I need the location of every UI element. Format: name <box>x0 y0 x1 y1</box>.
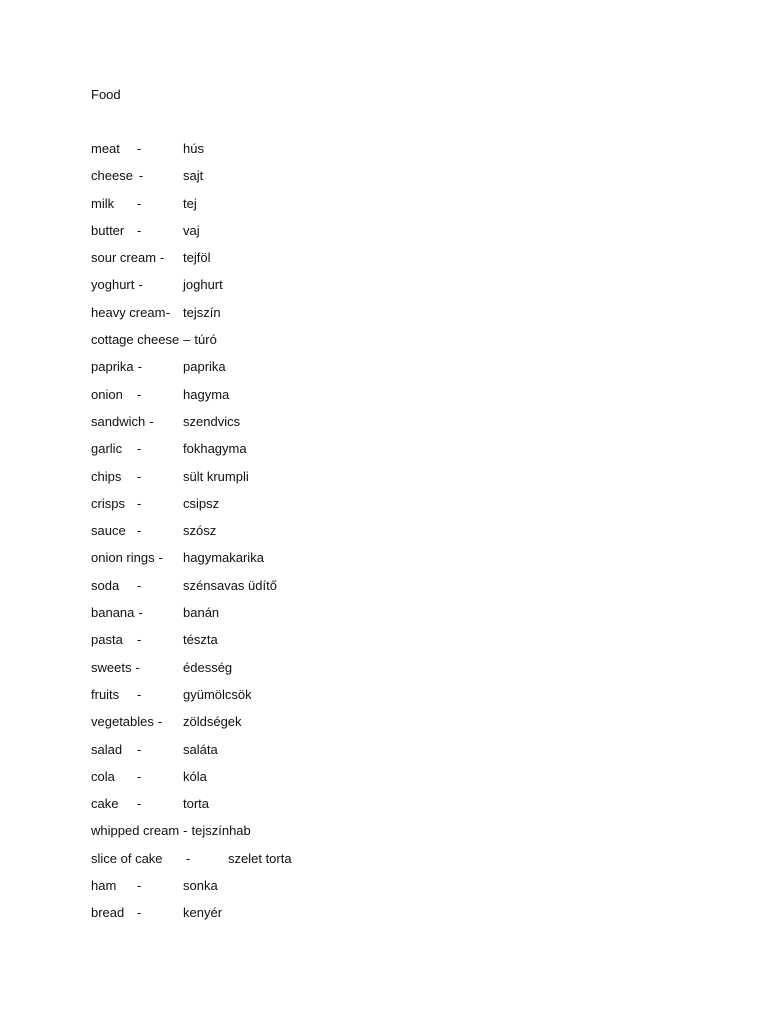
vocab-row <box>91 822 691 849</box>
english-word: onion rings <box>91 550 155 566</box>
hungarian-word: tejszínhab <box>191 823 251 839</box>
vocab-row <box>91 167 691 194</box>
vocab-row <box>91 877 691 904</box>
separator-dash: - <box>137 796 142 812</box>
vocab-row <box>91 468 691 495</box>
hungarian-word: tej <box>183 195 197 211</box>
vocab-row <box>91 795 691 822</box>
hungarian-word: paprika <box>183 359 226 375</box>
hungarian-word: banán <box>183 605 220 621</box>
hungarian-word: szelet torta <box>228 850 292 866</box>
english-word: salad <box>91 741 123 757</box>
vocab-row <box>91 686 691 713</box>
separator-dash: - <box>149 413 154 429</box>
separator-dash: - <box>157 714 163 730</box>
separator-dash: - <box>138 277 143 293</box>
vocab-row <box>91 331 691 358</box>
hungarian-word: hús <box>183 141 204 156</box>
hungarian-word: sajt <box>183 168 204 184</box>
separator-dash: - <box>137 386 142 402</box>
vocab-row <box>91 904 691 931</box>
english-word: crisps <box>91 495 125 511</box>
english-word: bread <box>91 905 125 921</box>
hungarian-word: hagyma <box>183 386 230 402</box>
english-word: paprika <box>91 359 134 375</box>
english-word: whipped cream <box>91 823 180 839</box>
hungarian-word: vaj <box>183 222 200 238</box>
english-word: sour cream <box>91 250 157 266</box>
english-word: garlic <box>91 441 123 457</box>
separator-dash: - <box>137 195 142 211</box>
separator-dash: - <box>137 741 142 757</box>
english-word: cheese <box>91 168 133 184</box>
english-word: banana <box>91 605 135 621</box>
separator-dash: – <box>183 332 191 348</box>
hungarian-word: saláta <box>183 741 218 757</box>
separator-dash: - <box>137 495 142 511</box>
document-title: Food <box>91 87 121 102</box>
hungarian-word: gyümölcsök <box>183 686 252 702</box>
separator-dash: - <box>137 468 142 484</box>
vocab-row <box>91 741 691 768</box>
separator-dash: - <box>183 823 188 839</box>
hungarian-word: szendvics <box>183 413 241 429</box>
hungarian-word: hagymakarika <box>183 550 264 566</box>
english-word: cottage cheese <box>91 332 180 348</box>
separator-dash: - <box>137 222 142 238</box>
hungarian-word: tészta <box>183 632 218 648</box>
hungarian-word: kenyér <box>183 905 223 921</box>
vocab-row <box>91 631 691 658</box>
english-word: heavy cream <box>91 304 166 320</box>
separator-dash: - <box>137 523 142 539</box>
separator-dash: - <box>137 768 142 784</box>
vocabulary-list <box>91 140 691 932</box>
hungarian-word: tejszín <box>183 304 221 320</box>
hungarian-word: sonka <box>183 878 218 894</box>
hungarian-word: tejföl <box>183 250 211 266</box>
english-word: sandwich <box>91 413 146 429</box>
hungarian-word: szósz <box>183 523 217 539</box>
separator-dash: - <box>137 577 142 593</box>
vocab-row <box>91 249 691 276</box>
vocab-row <box>91 604 691 631</box>
separator-dash: - <box>137 878 142 894</box>
vocab-row <box>91 304 691 331</box>
separator-dash: - <box>138 605 143 621</box>
vocab-row <box>91 713 691 740</box>
separator-dash: - <box>135 659 140 675</box>
vocab-row <box>91 195 691 222</box>
english-word: yoghurt <box>91 277 135 293</box>
vocab-row <box>91 850 691 877</box>
hungarian-word: túró <box>194 332 217 348</box>
hungarian-word: fokhagyma <box>183 441 247 457</box>
english-word: butter <box>91 222 125 238</box>
vocab-row <box>91 386 691 413</box>
hungarian-word: torta <box>183 796 210 812</box>
hungarian-word: joghurt <box>183 277 223 293</box>
separator-dash: - <box>138 168 144 184</box>
hungarian-word: csipsz <box>183 495 220 511</box>
english-word: slice of cake <box>91 850 163 866</box>
hungarian-word: sült krumpli <box>183 468 249 484</box>
separator-dash: - <box>165 304 171 320</box>
vocab-row <box>91 413 691 440</box>
hungarian-word: édesség <box>183 659 233 675</box>
separator-dash: - <box>137 441 142 457</box>
vocab-row <box>91 358 691 385</box>
vocab-row <box>91 140 691 167</box>
vocab-row <box>91 577 691 604</box>
english-word: cola <box>91 768 115 784</box>
hungarian-word: zöldségek <box>183 714 242 730</box>
english-word: cake <box>91 796 119 812</box>
separator-dash: - <box>186 850 191 866</box>
english-word: pasta <box>91 632 123 648</box>
english-word: sauce <box>91 523 126 539</box>
english-word: chips <box>91 468 122 484</box>
vocab-row <box>91 659 691 686</box>
vocab-row <box>91 549 691 576</box>
vocab-row <box>91 222 691 249</box>
english-word: ham <box>91 878 117 894</box>
hungarian-word: szénsavas üdítő <box>183 577 277 593</box>
separator-dash: - <box>137 905 142 921</box>
separator-dash: - <box>137 359 142 375</box>
english-word: sweets <box>91 659 132 675</box>
separator-dash: - <box>160 250 165 266</box>
english-word: onion <box>91 386 123 402</box>
separator-dash: - <box>137 686 142 702</box>
english-word: meat <box>91 141 120 156</box>
english-word: soda <box>91 577 120 593</box>
hungarian-word: kóla <box>183 768 207 784</box>
english-word: vegetables <box>91 714 154 730</box>
vocab-row <box>91 276 691 303</box>
separator-dash: - <box>158 550 163 566</box>
vocab-row <box>91 440 691 467</box>
vocab-row <box>91 768 691 795</box>
vocab-row <box>91 495 691 522</box>
separator-dash: - <box>137 632 142 648</box>
vocab-row <box>91 522 691 549</box>
english-word: fruits <box>91 686 120 702</box>
english-word: milk <box>91 195 115 211</box>
separator-dash: - <box>137 141 142 156</box>
